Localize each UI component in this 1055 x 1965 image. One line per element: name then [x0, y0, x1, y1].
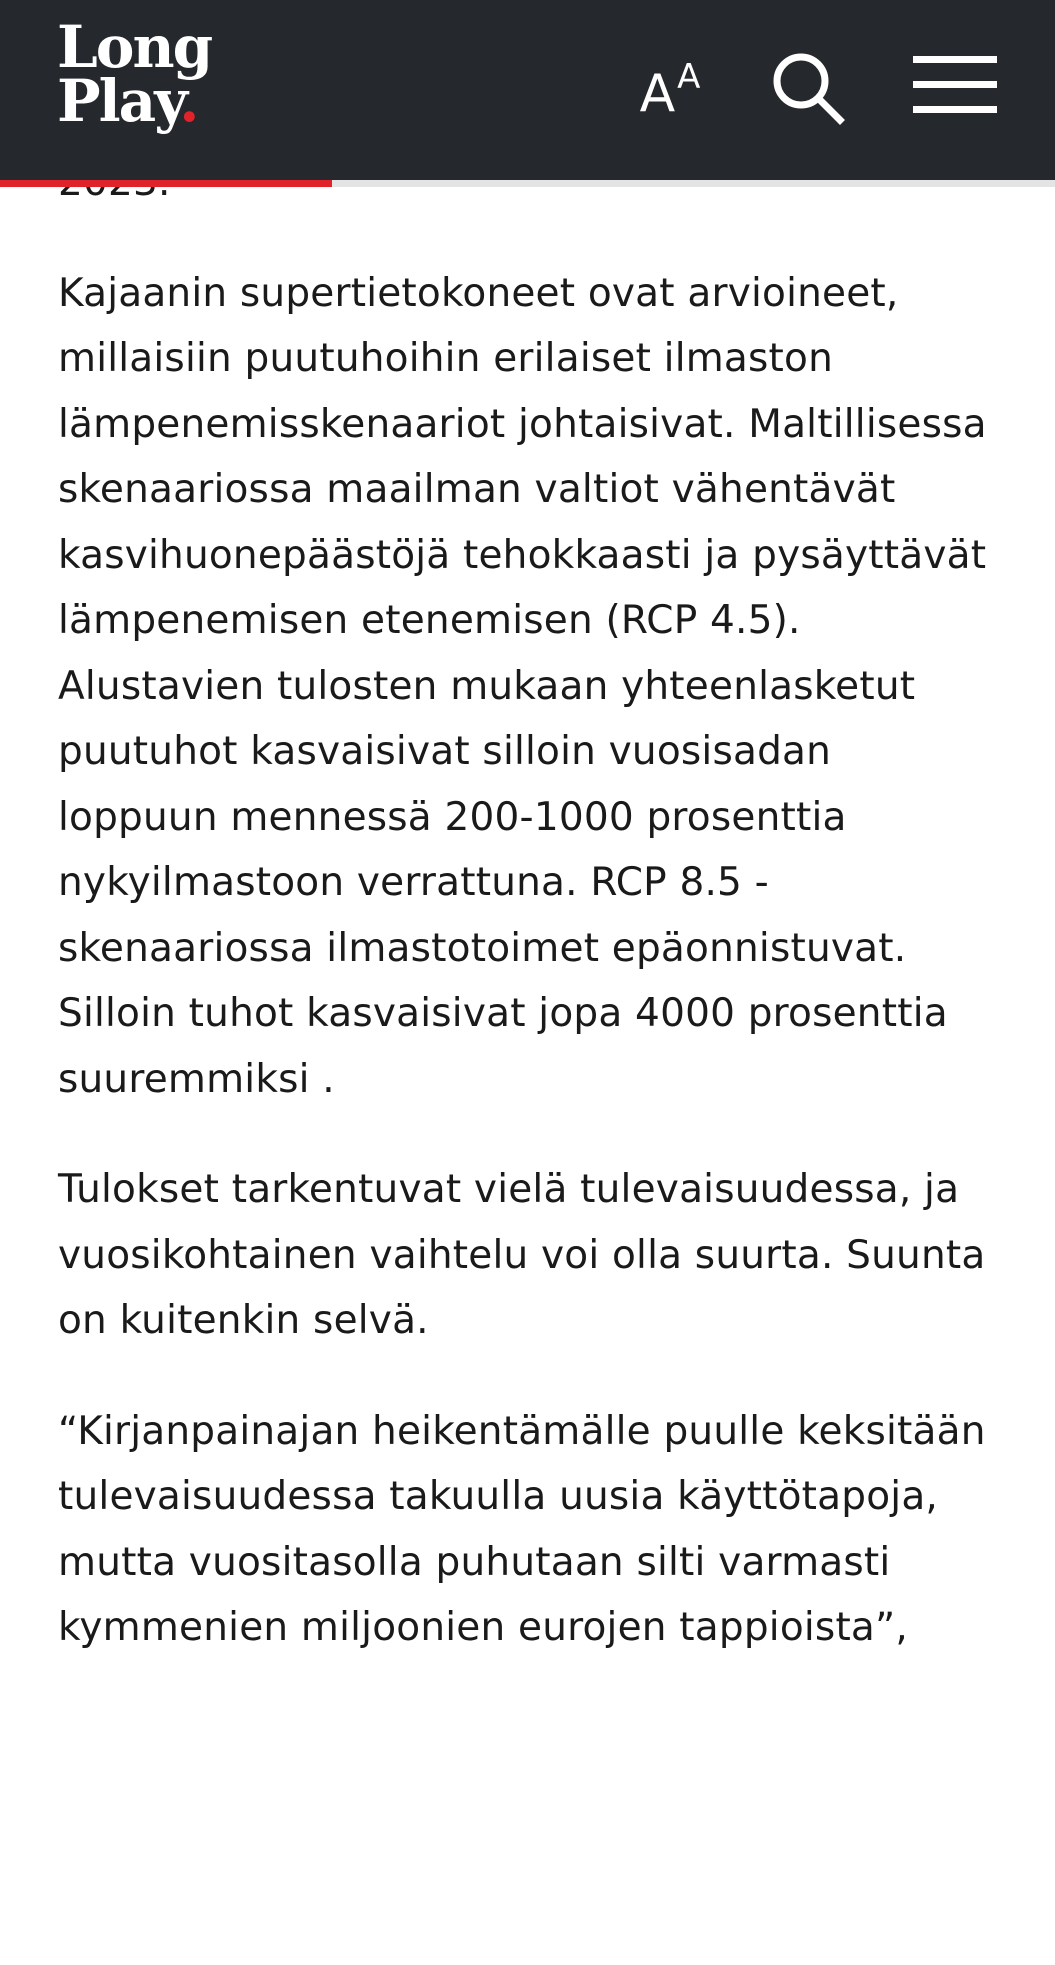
text-size-big-a: A: [639, 64, 676, 124]
top-header: [0, 0, 1055, 180]
text-size-small-a: A: [677, 57, 701, 97]
menu-button[interactable]: [905, 45, 1005, 125]
logo-line-2-text: Play: [57, 67, 180, 135]
article-paragraph: Kajaanin supertietokoneet ovat arvioineet, millaisiin puutuhoihin erilaiset ilmaston lämpenemisskenaariot johtaisivat. Maltillisessa skenaariossa maailman valtiot vähentävät kasvihuonepäästöjä tehokkaasti ja pysäyttävät lämpenemisen etenemisen (RCP 4.5). Alustavien tulosten mukaan yhteenlasketut puutuhot kasvaisivat silloin vuosisadan loppuun mennessä 200-1000 prosenttia nykyilmastoon verrattuna. RCP 8.5 -skenaariossa ilmastotoimet epäonnistuvat. Silloin tuhot kasvaisivat jopa 4000 prosenttia suuremmiksi .: [58, 270, 987, 1102]
reading-progress-bar: [0, 180, 1055, 187]
reading-progress-fill: [0, 180, 332, 187]
hamburger-menu-icon: [913, 54, 997, 116]
search-icon: [771, 51, 845, 125]
article-paragraph: “Kirjanpainajan heikentämälle puulle keksitään tulevaisuudessa takuulla uusia käyttötapoja, mutta vuositasolla puhutaan silti varmasti kymmenien miljoonien eurojen tappioista”,: [58, 1408, 986, 1650]
search-button[interactable]: [765, 45, 850, 130]
article-paragraph: Tulokset tarkentuvat vielä tulevaisuudessa, ja vuosikohtainen vaihtelu voi olla suurta. Suunta on kuitenkin selvä.: [58, 1167, 986, 1343]
text-size-button[interactable]: [620, 40, 720, 130]
article-body: [58, 150, 998, 1706]
logo-line-1: Long: [57, 13, 212, 81]
logo-line-2: [57, 67, 247, 135]
logo-dot: .: [179, 67, 198, 135]
longplay-logo[interactable]: [57, 13, 247, 150]
